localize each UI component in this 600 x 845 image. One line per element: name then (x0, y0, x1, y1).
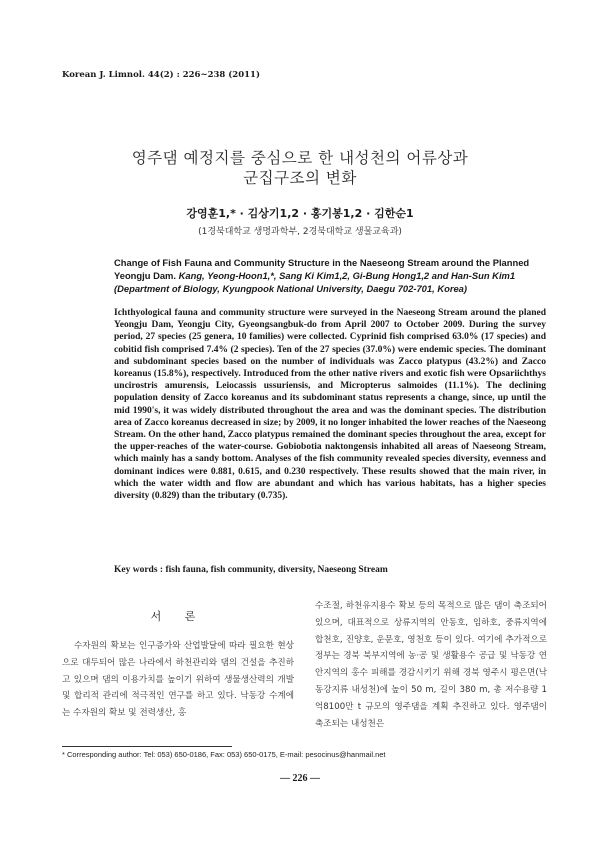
body-text-right: 수조절, 하천유지용수 확보 등의 목적으로 많은 댐이 축조되어 있으며, 대표적으로 상류지역의 안동호, 임하호, 중류지역에 합천호, 진양호, 운문호, 영천호 등이 있다. 여기에 추가적으로 정부는 경북 북부지역에 농·공 및 생활용수 공급 및 낙동강 연안지역의 홍수 피해를 경감시키기 위해 경북 영주시 평은면(낙동강지류 내성천)에 높이 50 m, 길이 380 m, 총 저수용량 1억8100만 t 규모의 영주댐을 계획 추진하고 있다. 영주댐이 축조되는 내성천은 (315, 601, 547, 729)
english-title: Change of Fish Fauna and Community Structure in the Naeseong Stream around the Planned Yeongju Dam. (114, 257, 530, 281)
body-column-right (315, 598, 547, 732)
footnote-divider (62, 746, 232, 747)
korean-authors: 강영훈1,* · 김상기1,2 · 홍기봉1,2 · 김한순1 (186, 207, 414, 220)
keywords: Key words : fish fauna, fish community, diversity, Naeseong Stream (114, 565, 388, 575)
footnote-corresponding-author: * Corresponding author: Tel: 053) 650-0186, Fax: 053) 650-0175, E-mail: pesocinus@hanmail.net (62, 750, 386, 759)
english-title-block (114, 256, 544, 295)
english-authors: Kang, Yeong-Hoon1,*, Sang Ki Kim1,2, Gi-Bung Hong1,2 and Han-Sun Kim1 (178, 270, 516, 281)
page-number: — 226 — (280, 773, 320, 784)
korean-title-line-1: 영주댐 예정지를 중심으로 한 내성천의 어류상과 (131, 149, 469, 167)
journal-citation: Korean J. Limnol. 44(2) : 226~238 (2011) (62, 70, 260, 80)
body-text-left: 수자원의 확보는 인구증가와 산업발달에 따라 필요한 현상으로 대두되어 많은 나라에서 하천관리와 댐의 건설을 추진하고 있으며 댐의 이용가치를 높이기 위하여 생물생산력의 개발 및 합리적 관리에 적극적인 연구를 하고 있다. 낙동강 수계에는 수자원의 확보 및 전력생산, 홍 (62, 641, 294, 719)
korean-title-line-2: 군집구조의 변화 (243, 169, 357, 187)
abstract: Ichthyological fauna and community structure were surveyed in the Naeseong Stream around the planed Yeongju Dam, Yeongju City, Gyeongsangbuk-do from April 2007 to October 2009. During the survey period, 27 species (25 genera, 10 families) were collected. Cyprinid fish comprised 63.0% (17 species) and cobitid fish comprised 7.4% (2 species). Ten of the 27 species (37.0%) were endemic species. The dominant and subdominant species based on the number of individuals was Zacco platypus (43.2%) and Zacco koreanus (15.8%), respectively. Introduced from the other native rivers and exotic fish were Opsariichthys uncirostris amurensis, Leiocassis ussuriensis, and Micropterus salmoides (11.1%). The declining population density of Zacco koreanus and its subdominant status represents a change, since, up until the mid 1990's, it was widely distributed throughout the area and was the dominant species. The distribution area of Zacco koreanus decreased in size; by 2009, it no longer inhabited the lower reaches of the Naeseong Stream. On the other hand, Zacco platypus remained the dominant species throughout the area, except for the upper-reaches of the water-course. Gobiobotia naktongensis inhabited all areas of Naeseong Stream, which mainly has a sandy bottom. Analyses of the fish community revealed species diversity, evenness and dominant indices were 0.881, 0.615, and 0.230 respectively. These results showed that the main river, in which the water width and flow are abundant and which has various habitats, has a higher species diversity (0.829) than the tributary (0.735). (114, 308, 546, 502)
korean-affiliation: (1경북대학교 생명과학부, 2경북대학교 생물교육과) (198, 227, 402, 237)
english-affiliation: (Department of Biology, Kyungpook National University, Daegu 702-701, Korea) (114, 283, 468, 294)
body-column-left (62, 598, 294, 722)
section-heading-introduction: 서 론 (150, 610, 206, 623)
